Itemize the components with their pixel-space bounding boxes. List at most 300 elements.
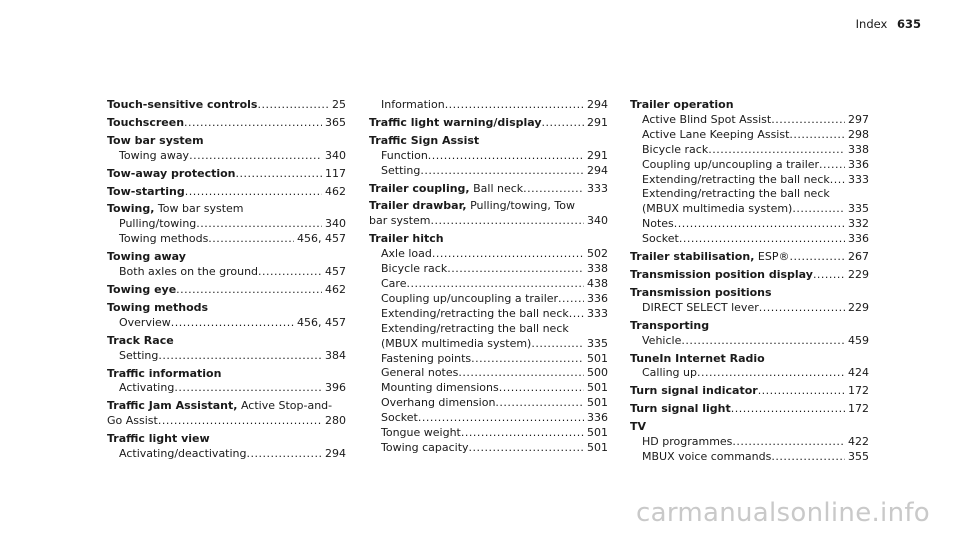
dot-leader bbox=[236, 167, 322, 182]
page-ref: 229 bbox=[848, 267, 869, 281]
subentry-text bbox=[381, 426, 461, 441]
subentry-label: Socket bbox=[381, 411, 418, 425]
index-entry bbox=[369, 232, 608, 456]
page-ref: 424 bbox=[848, 366, 869, 380]
subentry-label: (MBUX multimedia system) bbox=[642, 202, 793, 216]
heading-label: TuneIn Internet Radio bbox=[630, 351, 765, 365]
index-entry bbox=[630, 268, 869, 283]
index-entry-row bbox=[630, 250, 869, 265]
index-entry bbox=[107, 116, 346, 131]
dot-leader bbox=[428, 149, 584, 164]
index-subentry bbox=[630, 217, 869, 232]
entry-heading bbox=[630, 420, 869, 435]
entry-heading bbox=[107, 301, 346, 316]
subentry-text bbox=[119, 217, 196, 232]
dot-leader bbox=[830, 173, 845, 188]
index-entry bbox=[107, 301, 346, 331]
entry-heading bbox=[107, 432, 346, 447]
index-subentry bbox=[630, 143, 869, 158]
subentry-text bbox=[642, 232, 679, 247]
page-ref: 172 bbox=[848, 384, 869, 398]
dot-leader bbox=[184, 116, 322, 131]
entry-heading bbox=[630, 286, 869, 301]
heading-label: Go Assist bbox=[107, 414, 158, 428]
dot-leader bbox=[759, 301, 845, 316]
dot-leader bbox=[523, 182, 584, 197]
dot-leader bbox=[697, 366, 845, 381]
entry-heading bbox=[630, 319, 869, 334]
heading-label: Traffic light view bbox=[107, 432, 210, 446]
page-ref: 294 bbox=[587, 163, 608, 177]
subentry-label: Coupling up/uncoupling a trailer bbox=[642, 157, 820, 171]
heading-qualifier: Ball neck bbox=[469, 181, 524, 195]
entry-heading bbox=[107, 367, 346, 382]
index-entry bbox=[369, 182, 608, 197]
index-entry bbox=[107, 283, 346, 298]
index-entry bbox=[630, 420, 869, 465]
index-entry bbox=[630, 98, 869, 247]
index-subentry bbox=[369, 366, 608, 381]
dot-leader bbox=[542, 116, 584, 131]
page-ref: 462 bbox=[325, 282, 346, 296]
entry-heading bbox=[630, 98, 869, 113]
index-subentry bbox=[630, 435, 869, 450]
subentry-label: Calling up bbox=[642, 366, 697, 380]
subentry-label: Towing capacity bbox=[381, 440, 469, 454]
page-ref: 340 bbox=[587, 214, 608, 228]
dot-leader bbox=[813, 268, 845, 283]
subentry-label: General notes bbox=[381, 366, 459, 380]
subentry-text bbox=[381, 262, 447, 277]
index-subentry bbox=[630, 158, 869, 173]
index-column-3 bbox=[630, 98, 869, 468]
index-subentry bbox=[107, 217, 346, 232]
dot-leader bbox=[158, 349, 322, 364]
heading-qualifier: Pulling/towing, Tow bbox=[466, 199, 575, 213]
page-header bbox=[856, 17, 921, 31]
page-ref: 502 bbox=[587, 247, 608, 261]
page-ref: 332 bbox=[848, 217, 869, 231]
index-subentry bbox=[369, 411, 608, 426]
subentry-text bbox=[642, 128, 789, 143]
heading-label: Traffic light warning/display bbox=[369, 115, 542, 129]
index-subentry bbox=[630, 113, 869, 128]
entry-heading bbox=[107, 334, 346, 349]
index-entry-row bbox=[107, 167, 346, 182]
heading-label: Transmission positions bbox=[630, 285, 772, 299]
heading-qualifier: Tow bar system bbox=[154, 202, 244, 216]
subentry-label: Towing methods bbox=[119, 232, 209, 246]
index-entry-row bbox=[630, 384, 869, 399]
subentry-label: Setting bbox=[381, 163, 421, 177]
subentry-label: Overview bbox=[119, 315, 171, 329]
heading-label: Track Race bbox=[107, 333, 174, 347]
index-subentry bbox=[369, 98, 608, 113]
dot-leader bbox=[789, 250, 845, 265]
index-entry bbox=[107, 399, 346, 429]
dot-leader bbox=[558, 292, 584, 307]
page-ref: 333 bbox=[587, 306, 608, 320]
entry-heading bbox=[369, 182, 523, 197]
index-entry bbox=[630, 319, 869, 349]
entry-heading bbox=[107, 399, 346, 414]
page-ref: 456, 457 bbox=[297, 232, 346, 246]
subentry-label: Tongue weight bbox=[381, 426, 461, 440]
dot-leader bbox=[732, 435, 845, 450]
subentry-label: Setting bbox=[119, 348, 159, 362]
page-ref: 355 bbox=[848, 449, 869, 463]
index-entry-row bbox=[107, 116, 346, 131]
index-entry bbox=[630, 384, 869, 399]
page-ref: 267 bbox=[848, 250, 869, 264]
dot-leader bbox=[257, 98, 329, 113]
index-entry bbox=[369, 199, 608, 229]
subentry-label: Extending/retracting the ball neck bbox=[381, 306, 569, 320]
page-ref: 298 bbox=[848, 127, 869, 141]
index-entry-row bbox=[107, 185, 346, 200]
index-entry bbox=[107, 367, 346, 397]
entry-heading bbox=[630, 384, 758, 399]
dot-leader bbox=[469, 441, 584, 456]
subentry-text bbox=[642, 450, 771, 465]
subentry-label: Information bbox=[381, 98, 445, 111]
index-subentry bbox=[369, 381, 608, 396]
subentry-label: Mounting dimensions bbox=[381, 381, 499, 395]
page-ref: 336 bbox=[587, 411, 608, 425]
subentry-text bbox=[381, 352, 471, 367]
entry-heading bbox=[107, 414, 158, 429]
page-ref: 294 bbox=[587, 98, 608, 111]
index-entry bbox=[107, 134, 346, 164]
index-entry bbox=[369, 98, 608, 113]
index-subentry bbox=[630, 202, 869, 217]
dot-leader bbox=[258, 265, 322, 280]
entry-heading bbox=[369, 134, 608, 149]
subentry-text bbox=[381, 247, 432, 262]
dot-leader bbox=[499, 381, 584, 396]
index-subentry bbox=[369, 292, 608, 307]
index-subentry bbox=[369, 441, 608, 456]
heading-label: Towing methods bbox=[107, 300, 209, 314]
subentry-text bbox=[642, 334, 681, 349]
index-entry-row bbox=[369, 116, 608, 131]
subentry-label: Coupling up/uncoupling a trailer bbox=[381, 291, 559, 305]
subentry-text bbox=[381, 441, 469, 456]
subentry-label: Activating/deactivating bbox=[119, 447, 247, 461]
dot-leader bbox=[432, 247, 584, 262]
subentry-label: Towing away bbox=[119, 148, 190, 162]
subentry-label: Overhang dimension bbox=[381, 396, 496, 410]
page-ref: 501 bbox=[587, 426, 608, 440]
page-ref: 336 bbox=[848, 232, 869, 246]
heading-label: bar system bbox=[369, 214, 431, 228]
index-subentry bbox=[107, 316, 346, 331]
index-entry bbox=[107, 334, 346, 364]
index-entry bbox=[630, 286, 869, 316]
page-ref: 384 bbox=[325, 348, 346, 362]
dot-leader bbox=[420, 164, 584, 179]
entry-heading bbox=[630, 250, 789, 265]
index-subentry bbox=[630, 366, 869, 381]
heading-label: Transmission position display bbox=[630, 267, 813, 281]
index-subentry bbox=[107, 447, 346, 462]
subentry-text bbox=[119, 381, 174, 396]
heading-label: Tow bar system bbox=[107, 133, 204, 147]
index-subentry bbox=[107, 265, 346, 280]
subentry-label: Fastening points bbox=[381, 351, 472, 365]
page-ref: 294 bbox=[325, 447, 346, 461]
subentry-text bbox=[119, 265, 258, 280]
subentry-text bbox=[119, 349, 158, 364]
index-subentry bbox=[369, 426, 608, 441]
subentry-label: Pulling/towing bbox=[119, 217, 197, 231]
subentry-label: MBUX voice commands bbox=[642, 449, 772, 463]
heading-label: Traffic Jam Assistant, bbox=[107, 399, 238, 413]
dot-leader bbox=[176, 283, 322, 298]
dot-leader bbox=[495, 396, 584, 411]
subentry-label: Active Blind Spot Assist bbox=[642, 112, 772, 126]
index-entry bbox=[107, 98, 346, 113]
index-subentry bbox=[369, 149, 608, 164]
subentry-label: Vehicle bbox=[642, 333, 682, 347]
subentry-text bbox=[642, 435, 732, 450]
watermark: carmanualsonline.info bbox=[636, 498, 931, 528]
entry-heading bbox=[630, 402, 731, 417]
dot-leader bbox=[789, 128, 845, 143]
page-ref: 396 bbox=[325, 381, 346, 395]
index-subentry bbox=[369, 352, 608, 367]
heading-label: TV bbox=[630, 420, 647, 434]
page-ref: 117 bbox=[325, 166, 346, 180]
subentry-text bbox=[119, 316, 171, 331]
entry-heading bbox=[369, 116, 542, 131]
subentry-text bbox=[381, 396, 495, 411]
subentry-text bbox=[381, 307, 569, 322]
page-ref: 422 bbox=[848, 435, 869, 449]
page-ref: 333 bbox=[848, 172, 869, 186]
page-ref: 336 bbox=[587, 291, 608, 305]
page-ref: 280 bbox=[325, 414, 346, 428]
page-ref: 172 bbox=[848, 402, 869, 416]
heading-label: Transporting bbox=[630, 318, 710, 332]
subentry-label: (MBUX multimedia system) bbox=[381, 336, 532, 350]
page-ref: 333 bbox=[587, 181, 608, 195]
index-entry-row bbox=[369, 214, 608, 229]
entry-heading bbox=[107, 250, 346, 265]
subentry-text bbox=[381, 337, 531, 352]
dot-leader bbox=[531, 337, 584, 352]
index-entry-row bbox=[369, 182, 608, 197]
subentry-label: Care bbox=[381, 276, 407, 290]
index-subentry bbox=[630, 334, 869, 349]
dot-leader bbox=[674, 217, 845, 232]
dot-leader bbox=[447, 262, 584, 277]
entry-heading bbox=[369, 232, 608, 247]
index-subentry bbox=[369, 164, 608, 179]
subentry-text bbox=[642, 158, 819, 173]
entry-heading bbox=[107, 185, 185, 200]
subentry-text bbox=[642, 301, 759, 316]
heading-label: Turn signal indicator bbox=[630, 384, 758, 398]
subentry-text bbox=[642, 202, 792, 217]
section-label: Index bbox=[855, 17, 888, 31]
subentry-text bbox=[381, 292, 558, 307]
page-ref: 501 bbox=[587, 351, 608, 365]
page-ref: 457 bbox=[325, 265, 346, 279]
subentry-text bbox=[119, 149, 189, 164]
subentry-label: DIRECT SELECT lever bbox=[642, 300, 759, 314]
entry-heading bbox=[107, 283, 176, 298]
dot-leader bbox=[431, 214, 584, 229]
page-ref: 501 bbox=[587, 440, 608, 454]
heading-label: Trailer stabilisation, bbox=[630, 250, 755, 264]
heading-label: Tow-starting bbox=[107, 184, 185, 198]
subentry-label: Notes bbox=[642, 217, 674, 231]
entry-heading bbox=[107, 116, 184, 131]
subentry-text bbox=[381, 366, 458, 381]
index-entry bbox=[369, 116, 608, 131]
subentry-label: Bicycle rack bbox=[642, 142, 709, 156]
subentry-text bbox=[381, 277, 406, 292]
dot-leader bbox=[708, 143, 845, 158]
subentry-line: Extending/retracting the ball neck bbox=[642, 187, 830, 201]
dot-leader bbox=[792, 202, 845, 217]
index-subentry bbox=[630, 301, 869, 316]
page-ref: 336 bbox=[848, 157, 869, 171]
index-column-2 bbox=[369, 98, 608, 459]
heading-label: Trailer operation bbox=[630, 98, 734, 111]
page-ref: 438 bbox=[587, 276, 608, 290]
subentry-text bbox=[381, 98, 445, 113]
page-ref: 501 bbox=[587, 396, 608, 410]
index-entry bbox=[107, 250, 346, 280]
entry-heading bbox=[107, 98, 257, 113]
dot-leader bbox=[461, 426, 584, 441]
heading-label: Traffic information bbox=[107, 366, 222, 380]
subentry-text bbox=[642, 173, 830, 188]
index-entry-row bbox=[107, 414, 346, 429]
page-ref: 459 bbox=[848, 333, 869, 347]
index-entry bbox=[107, 432, 346, 462]
dot-leader bbox=[406, 277, 584, 292]
entry-heading bbox=[369, 199, 608, 214]
heading-label: Turn signal light bbox=[630, 402, 731, 416]
dot-leader bbox=[174, 381, 322, 396]
index-subentry bbox=[630, 232, 869, 247]
page-ref: 340 bbox=[325, 217, 346, 231]
index-subentry bbox=[630, 128, 869, 143]
dot-leader bbox=[445, 98, 584, 113]
subentry-text bbox=[381, 149, 428, 164]
page-ref: 462 bbox=[325, 184, 346, 198]
dot-leader bbox=[758, 384, 845, 399]
heading-label: Towing, bbox=[107, 202, 155, 216]
entry-heading bbox=[107, 202, 346, 217]
index-entry-row bbox=[630, 402, 869, 417]
page-ref: 291 bbox=[587, 148, 608, 162]
index-entry bbox=[630, 250, 869, 265]
subentry-label: Active Lane Keeping Assist bbox=[642, 127, 790, 141]
index-subentry bbox=[630, 450, 869, 465]
heading-label: Traffic Sign Assist bbox=[369, 133, 480, 147]
entry-heading bbox=[369, 214, 431, 229]
index-subentry bbox=[107, 349, 346, 364]
dot-leader bbox=[208, 232, 294, 247]
heading-label: Towing eye bbox=[107, 282, 177, 296]
page-ref: 338 bbox=[587, 262, 608, 276]
index-subentry bbox=[107, 381, 346, 396]
subentry-text bbox=[642, 143, 708, 158]
page-ref: 456, 457 bbox=[297, 315, 346, 329]
index-subentry bbox=[630, 173, 869, 188]
subentry-text bbox=[381, 381, 499, 396]
page-ref: 25 bbox=[332, 98, 346, 111]
heading-label: Touch-sensitive controls bbox=[107, 98, 258, 111]
subentry-text bbox=[381, 164, 420, 179]
subentry-label: Bicycle rack bbox=[381, 262, 448, 276]
page-ref: 338 bbox=[848, 142, 869, 156]
entry-heading bbox=[630, 352, 869, 367]
index-entry bbox=[107, 167, 346, 182]
dot-leader bbox=[158, 414, 322, 429]
index-entry bbox=[107, 185, 346, 200]
subentry-text bbox=[119, 232, 208, 247]
page-ref: 340 bbox=[325, 148, 346, 162]
heading-label: Touchscreen bbox=[107, 115, 185, 129]
index-subentry bbox=[369, 277, 608, 292]
heading-qualifier: Active Stop-and- bbox=[237, 399, 333, 413]
heading-label: Trailer coupling, bbox=[369, 181, 470, 195]
subentry-text bbox=[642, 113, 771, 128]
index-subentry bbox=[369, 307, 608, 322]
index-subentry bbox=[369, 396, 608, 411]
dot-leader bbox=[819, 158, 845, 173]
entry-heading bbox=[107, 134, 346, 149]
dot-leader bbox=[171, 316, 294, 331]
page-ref: 335 bbox=[848, 202, 869, 216]
page-number: 635 bbox=[896, 17, 921, 31]
entry-heading bbox=[107, 167, 236, 182]
dot-leader bbox=[185, 185, 322, 200]
index-subentry bbox=[369, 247, 608, 262]
heading-label: Towing away bbox=[107, 250, 186, 264]
heading-qualifier: ESP® bbox=[754, 250, 790, 264]
dot-leader bbox=[189, 149, 322, 164]
page-ref: 291 bbox=[587, 115, 608, 129]
page-ref: 297 bbox=[848, 112, 869, 126]
dot-leader bbox=[458, 366, 584, 381]
page-ref: 335 bbox=[587, 336, 608, 350]
heading-label: Trailer drawbar, bbox=[369, 199, 467, 213]
subentry-text bbox=[119, 447, 247, 462]
subentry-label: Extending/retracting the ball neck bbox=[642, 172, 830, 186]
dot-leader bbox=[471, 352, 584, 367]
dot-leader bbox=[681, 334, 845, 349]
subentry-label: HD programmes bbox=[642, 435, 733, 449]
subentry-label: Activating bbox=[119, 381, 175, 395]
index-column-1 bbox=[107, 98, 346, 465]
dot-leader bbox=[196, 217, 322, 232]
subentry-text bbox=[642, 366, 697, 381]
index-entry bbox=[369, 134, 608, 179]
index-subentry bbox=[107, 149, 346, 164]
subentry-label: Socket bbox=[642, 232, 679, 246]
index-subentry bbox=[107, 232, 346, 247]
dot-leader bbox=[418, 411, 584, 426]
subentry-label: Axle load bbox=[381, 247, 432, 261]
index-entry-row bbox=[107, 98, 346, 113]
dot-leader bbox=[771, 113, 845, 128]
